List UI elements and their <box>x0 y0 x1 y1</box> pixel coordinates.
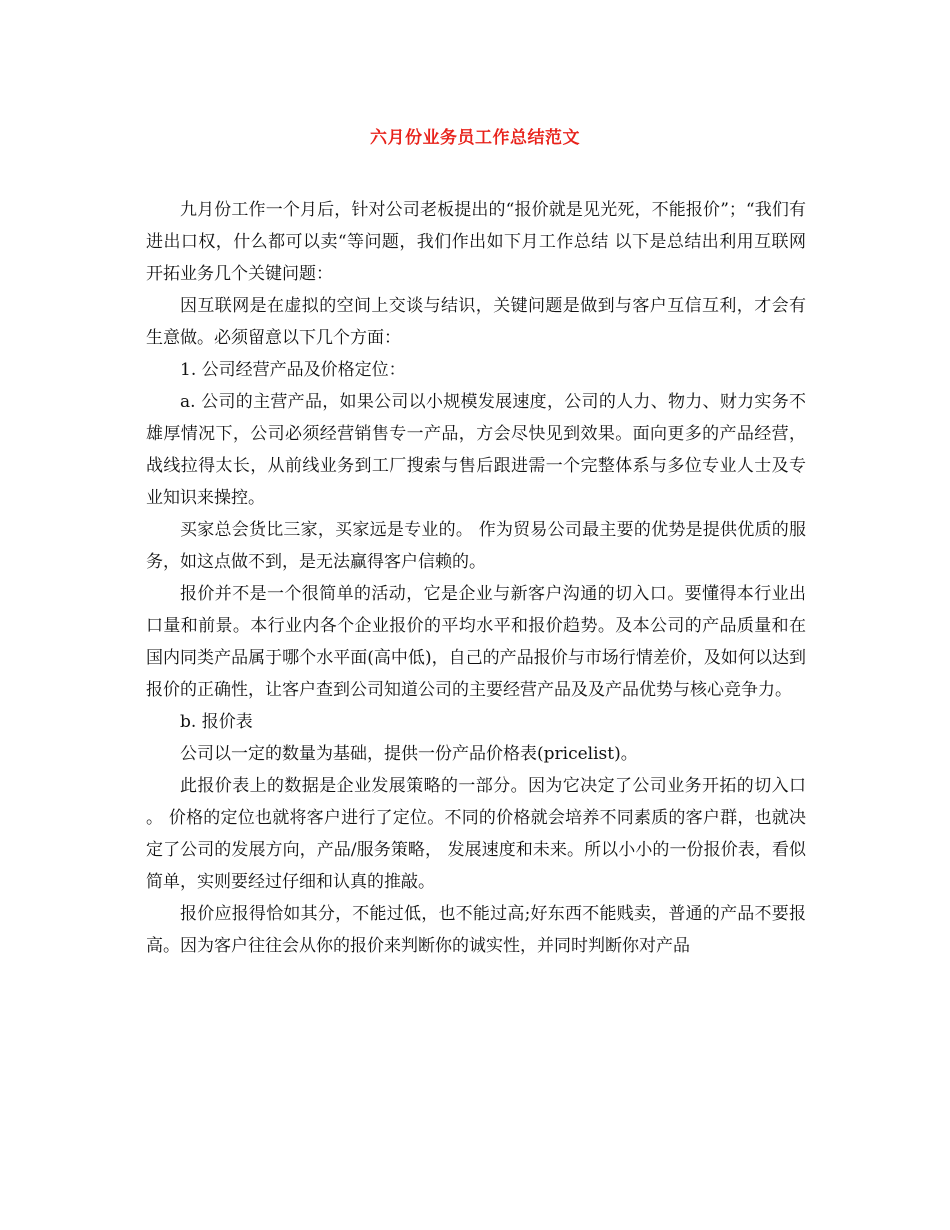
document-body <box>146 194 806 962</box>
paragraph-strategy: 此报价表上的数据是企业发展策略的一部分。因为它决定了公司业务开拓的切入口。 价格的定位也就将客户进行了定位。不同的价格就会培养不同素质的客户群，也就决定了公司的发展方向，产品/服务策略， 发展速度和未来。所以小小的一份报价表，看似简单，实则要经过仔细和认真的推敲。 <box>146 776 806 892</box>
document-title: 六月份业务员工作总结范文 <box>370 128 580 148</box>
paragraph-section-b-heading: b. 报价表 <box>180 712 253 732</box>
paragraph-pricing-advice: 报价应报得恰如其分，不能过低，也不能过高;好东西不能贱卖，普通的产品不要报高。因为客户往往会从你的报价来判断你的诚实性，并同时判断你对产品 <box>146 904 806 956</box>
paragraph-main-products: a. 公司的主营产品，如果公司以小规模发展速度，公司的人力、物力、财力实务不雄厚情况下，公司必须经营销售专一产品，方会尽快见到效果。面向更多的产品经营，战线拉得太长，从前线业务到工厂搜索与售后跟进需一个完整体系与多位专业人士及专业知识来操控。 <box>146 392 806 508</box>
paragraph-pricelist: 公司以一定的数量为基础，提供一份产品价格表(pricelist)。 <box>180 744 638 764</box>
paragraph-quotation: 报价并不是一个很简单的活动，它是企业与新客户沟通的切入口。要懂得本行业出口量和前景。本行业内各个企业报价的平均水平和报价趋势。及本公司的产品质量和在国内同类产品属于哪个水平面(高中低)，自己的产品报价与市场行情差价，及如何以达到报价的正确性，让客户查到公司知道公司的主要经营产品及及产品优势与核心竞争力。 <box>146 584 806 700</box>
paragraph-internet-trust: 因互联网是在虚拟的空间上交谈与结识，关键问题是做到与客户互信互利，才会有生意做。必须留意以下几个方面： <box>146 296 806 348</box>
paragraph-section-1-heading: 1. 公司经营产品及价格定位： <box>180 360 406 380</box>
paragraph-buyers-compare: 买家总会货比三家，买家远是专业的。 作为贸易公司最主要的优势是提供优质的服务，如这点做不到，是无法赢得客户信赖的。 <box>146 520 806 572</box>
paragraph-intro: 九月份工作一个月后，针对公司老板提出的“报价就是见光死，不能报价”；“我们有进出口权，什么都可以卖“等问题，我们作出如下月工作总结 以下是总结出利用互联网开拓业务几个关键问题： <box>146 200 806 284</box>
